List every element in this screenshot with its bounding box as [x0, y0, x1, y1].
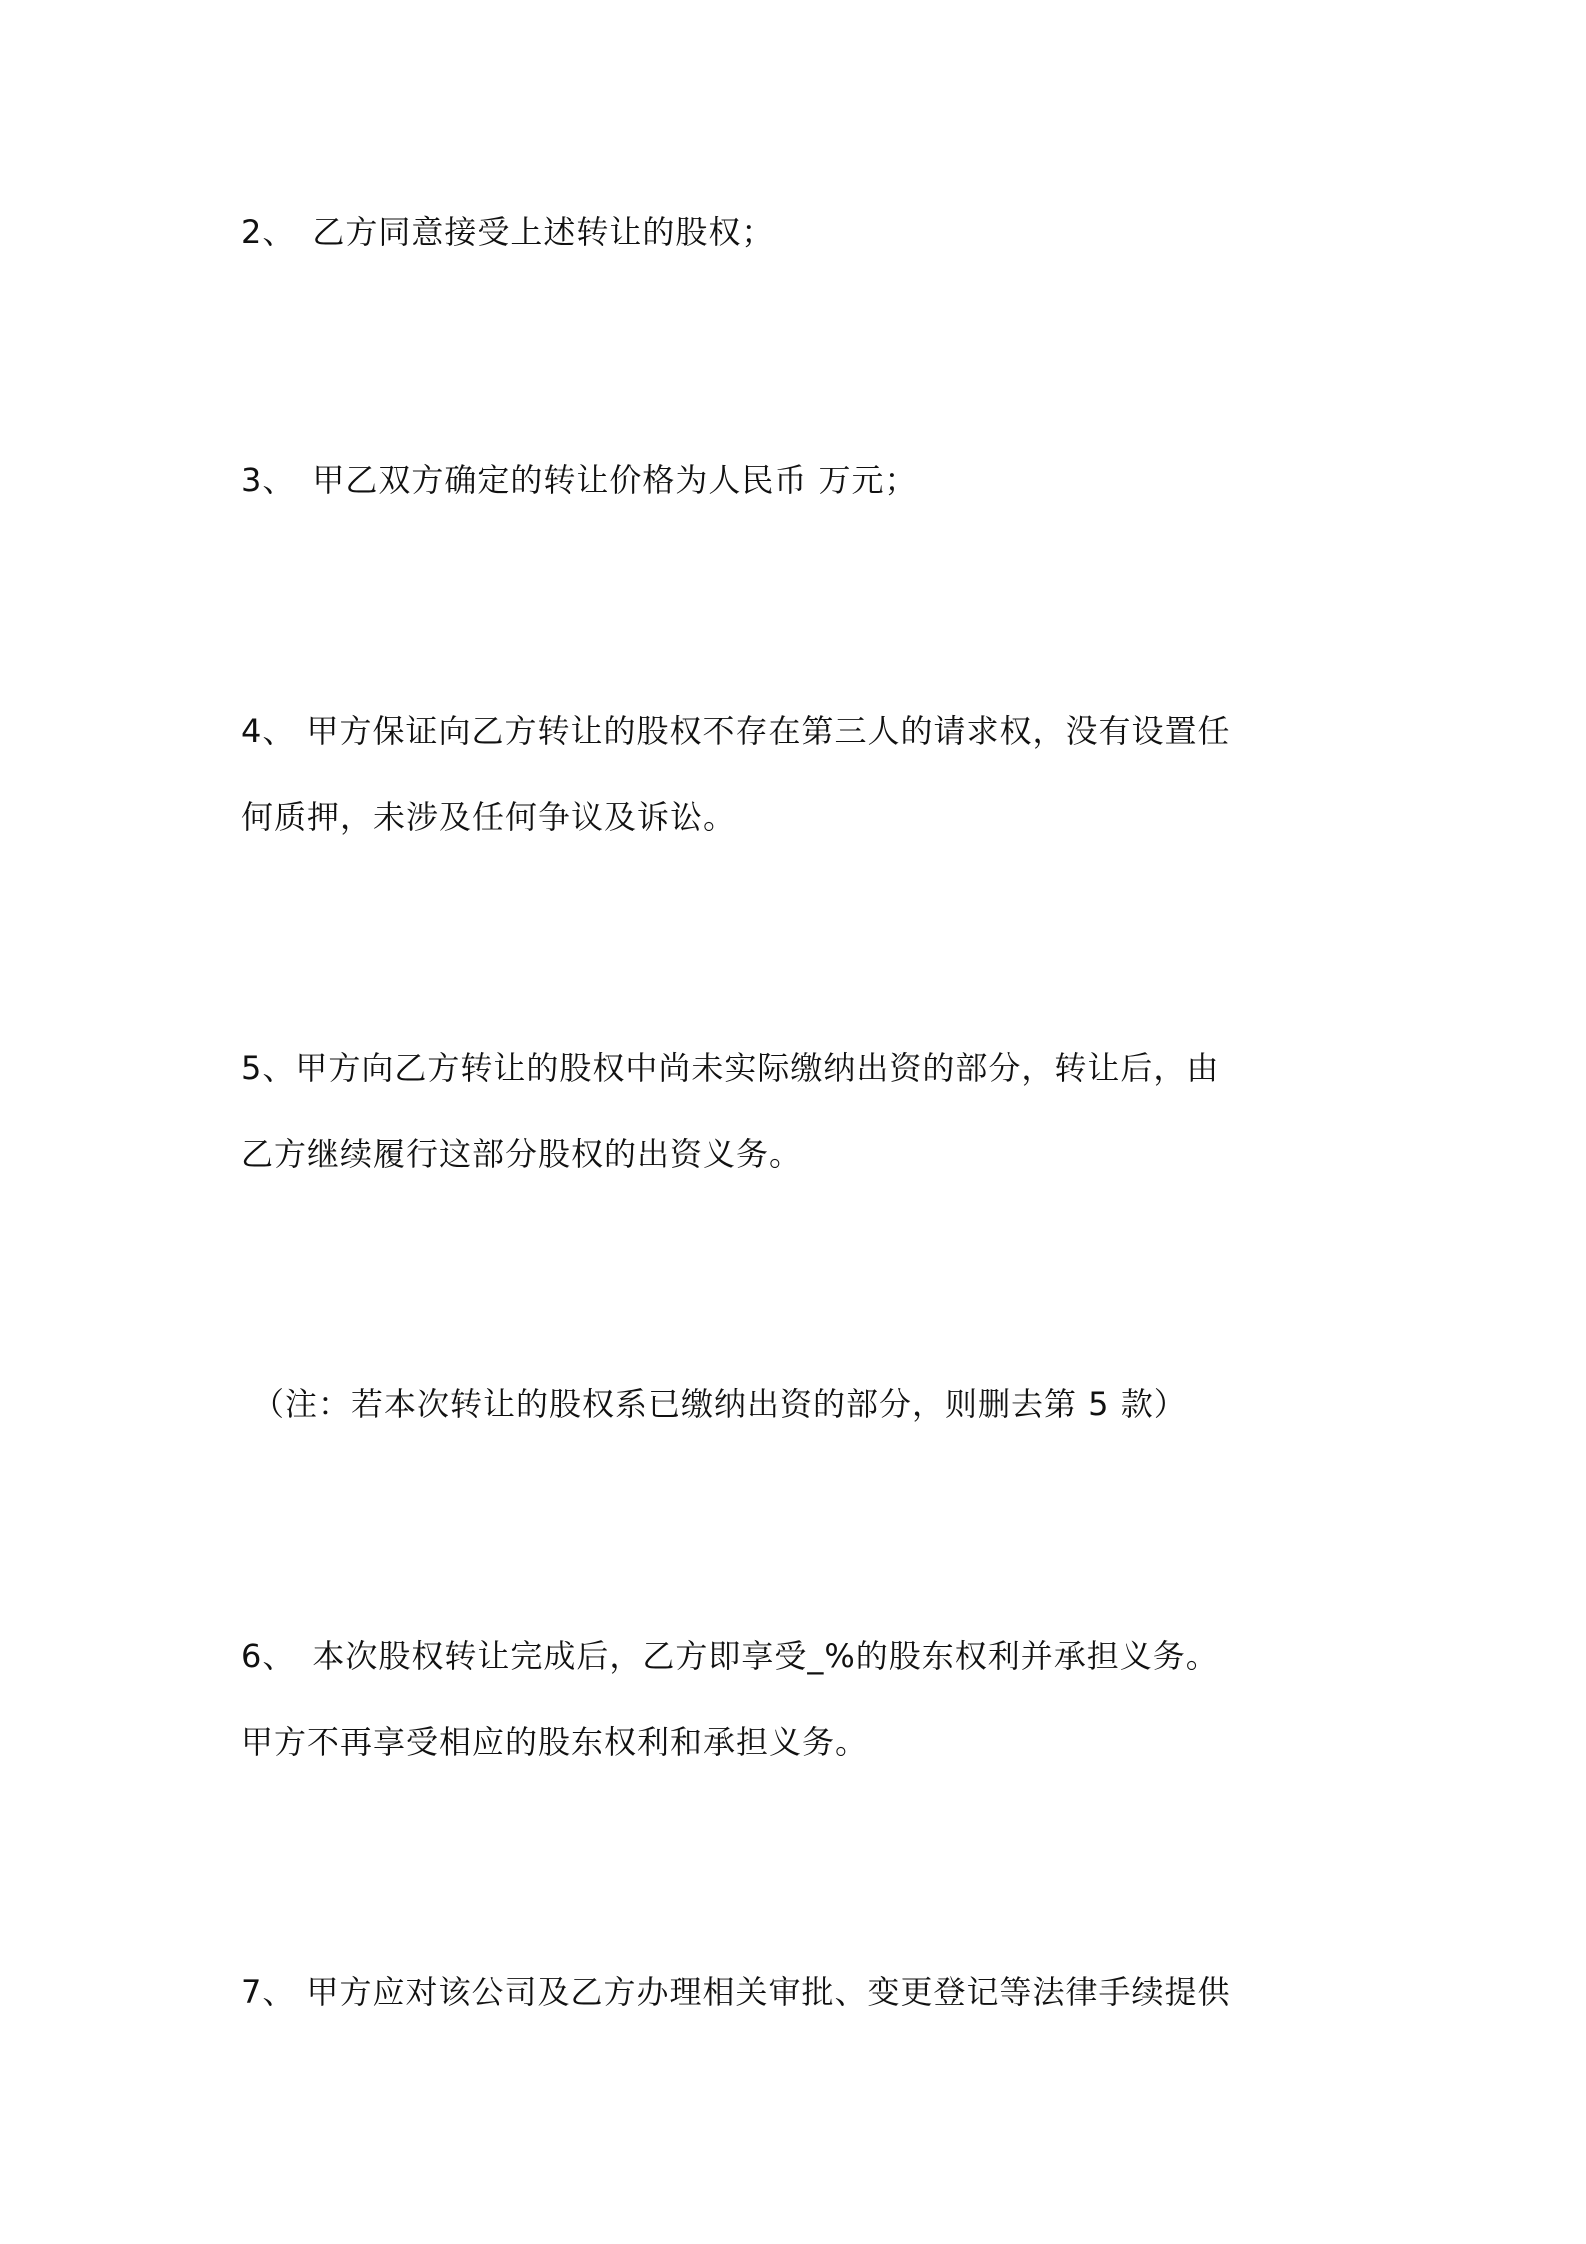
clause-6-line-2: 甲方不再享受相应的股东权利和承担义务。 — [241, 1723, 869, 1761]
clause-4-line-1: 4、 甲方保证向乙方转让的股权不存在第三人的请求权，没有设置任 — [241, 712, 1231, 750]
clause-4-line-2: 何质押，未涉及任何争议及诉讼。 — [241, 798, 737, 836]
clause-6-line-1: 6、 本次股权转让完成后，乙方即享受_%的股东权利并承担义务。 — [241, 1637, 1219, 1675]
clause-5-line-2: 乙方继续履行这部分股权的出资义务。 — [241, 1135, 803, 1173]
clause-3-line-1: 3、 甲乙双方确定的转让价格为人民币 万元； — [241, 461, 918, 499]
note-line: （注：若本次转让的股权系已缴纳出资的部分，则删去第 5 款） — [252, 1385, 1187, 1423]
clause-2-line-1: 2、 乙方同意接受上述转让的股权； — [241, 213, 775, 251]
clause-5-line-1: 5、甲方向乙方转让的股权中尚未实际缴纳出资的部分，转让后，由 — [241, 1049, 1220, 1087]
clause-7-line-1: 7、 甲方应对该公司及乙方办理相关审批、变更登记等法律手续提供 — [241, 1973, 1231, 2011]
